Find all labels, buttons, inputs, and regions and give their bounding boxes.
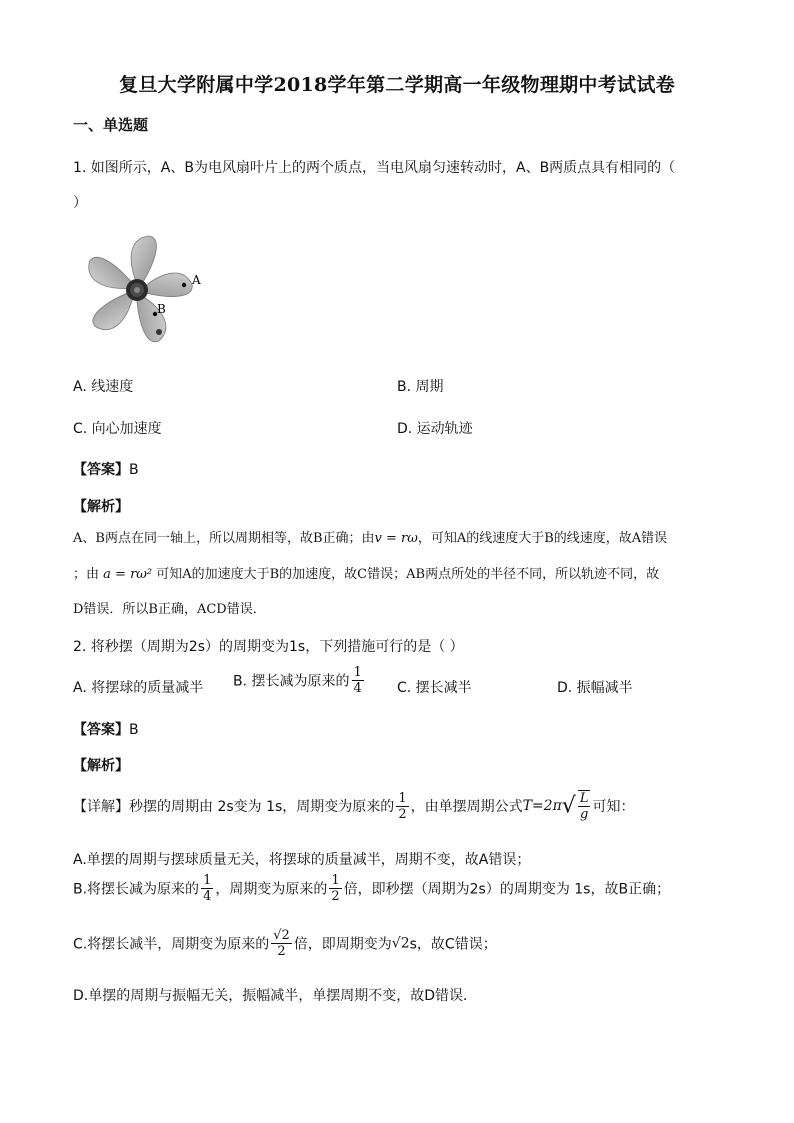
q1-analysis-line1-a: A、B两点在同一轴上，所以周期相等，故B正确；由: [73, 531, 375, 546]
q2-detail-c: 可知：: [592, 799, 635, 815]
q2-detail-b: ，由单摆周期公式: [410, 799, 523, 815]
q1-analysis-line2-b: 可知A的加速度大于B的加速度，故C错误；AB两点所处的半径不同，所以轨迹不同，故: [156, 567, 660, 582]
q2-detail-tag: 【详解】: [73, 799, 129, 815]
q2-line-d: D.单摆的周期与振幅无关，振幅减半，单摆周期不变，故D错误．: [73, 988, 478, 1004]
q2-line-b-den2: 2: [331, 889, 340, 904]
q2-line-c-den: 2: [277, 944, 286, 959]
q2-option-a: A. 将摆球的质量减半: [73, 680, 204, 696]
q2-detail-fraction: [396, 791, 408, 822]
q2-formula-num: L: [579, 791, 589, 806]
q2-formula-t: T=2π: [522, 798, 562, 814]
q2-option-b-num: 1: [353, 665, 362, 680]
q1-option-c: C. 向心加速度: [73, 421, 162, 437]
q2-formula-fraction: [578, 790, 591, 822]
q2-detail-den: 2: [398, 806, 407, 822]
q2-line-b2: ，周期变为原来的: [215, 881, 328, 898]
q2-line-c2: 倍，即周期变为: [293, 936, 392, 953]
q1-formula-v: v = rω: [374, 531, 418, 546]
q2-analysis-tag: 【解析】: [73, 758, 129, 774]
point-b-label: B: [157, 302, 166, 316]
q1-analysis-line2: [73, 563, 659, 582]
q2-line-c-fraction: [271, 928, 292, 959]
q1-answer: [73, 459, 139, 479]
q2-answer-value: B: [129, 722, 139, 738]
q1-analysis-tag: 【解析】: [73, 499, 129, 515]
q2-answer: [73, 719, 139, 739]
q2-line-b3: 倍，即秒摆（周期为2s）的周期变为 1s，故B正确；: [343, 881, 671, 898]
q2-line-b-den1: 4: [203, 889, 212, 904]
q1-analysis-line1: [73, 527, 667, 546]
q2-line-b-fraction1: [201, 873, 213, 904]
q2-stem: 2. 将秒摆（周期为2s）的周期变为1s，下列措施可行的是（ ）: [73, 639, 464, 655]
q1-analysis-line3: D错误．所以B正确，ACD错误．: [73, 602, 266, 617]
q1-answer-tag: 【答案】: [73, 462, 129, 478]
q2-line-b1: B.将摆长减为原来的: [73, 881, 200, 898]
point-a-label: A: [192, 273, 201, 287]
q2-line-c-num: √2: [273, 928, 290, 943]
q2-detail-num: 1: [398, 790, 407, 806]
q2-option-c: C. 摆长减半: [397, 680, 472, 696]
q1-formula-a: a = rω²: [103, 567, 153, 582]
q2-option-b-prefix: B. 摆长减为原来的: [233, 673, 350, 690]
q2-line-c-root: √2: [391, 935, 410, 952]
sqrt-sign-icon: √: [561, 793, 576, 819]
q1-option-d: D. 运动轨迹: [397, 421, 473, 437]
page-title: 复旦大学附属中学2018学年第二学期高一年级物理期中考试试卷: [119, 74, 675, 96]
q2-option-b-den: 4: [353, 681, 362, 696]
q2-answer-tag: 【答案】: [73, 722, 129, 738]
q2-line-c: [73, 928, 497, 959]
q2-line-a: A.单摆的周期与摆球质量无关，将摆球的质量减半，周期不变，故A错误；: [73, 852, 531, 868]
fan-blades: [84, 236, 194, 345]
q1-option-a: A. 线速度: [73, 379, 134, 395]
fan-figure: [84, 234, 214, 346]
q1-analysis-line2-a: ；由: [73, 567, 100, 582]
q2-formula-den: g: [579, 807, 589, 822]
q1-answer-value: B: [129, 462, 139, 478]
q2-option-d: D. 振幅减半: [557, 680, 633, 696]
q1-stem-line1: 1. 如图所示，A、B为电风扇叶片上的两个质点，当电风扇匀速转动时，A、B两质点具有相同的（: [73, 160, 676, 176]
q2-option-b-fraction: [352, 665, 364, 696]
q2-line-b-num2: 1: [331, 873, 340, 888]
q1-analysis-line1-b: ，可知A的线速度大于B的线速度，故A错误: [417, 531, 668, 546]
point-a-dot: [182, 283, 186, 287]
q2-line-b-fraction2: [329, 873, 341, 904]
q2-line-c1: C.将摆长减半，周期变为原来的: [73, 936, 270, 953]
q2-option-b: [233, 665, 366, 696]
q2-detail-a: 秒摆的周期由 2s变为 1s，周期变为原来的: [129, 799, 395, 815]
q1-stem-line2: ）: [73, 195, 87, 211]
q1-option-b: B. 周期: [397, 379, 444, 395]
q2-detail-line: [73, 790, 634, 822]
section-heading: 一、单选题: [73, 116, 149, 134]
q2-line-b-num1: 1: [203, 873, 212, 888]
q2-line-b: [73, 873, 670, 904]
q2-line-c3: s，故C错误；: [409, 936, 497, 953]
